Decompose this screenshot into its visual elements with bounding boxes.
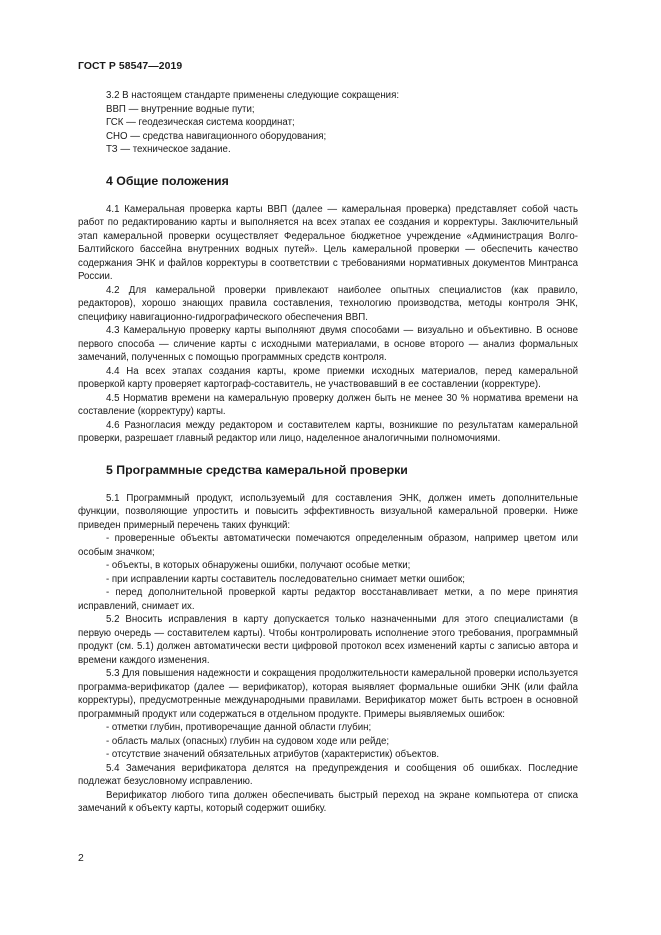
error-list-item: - отметки глубин, противоречащие данной области глубин; xyxy=(106,722,372,733)
error-list-item: - отсутствие значений обязательных атрибутов (характеристик) объектов. xyxy=(106,749,440,760)
clause-5-4-cont: Верификатор любого типа должен обеспечивать быстрый переход на экране компьютера от списка замечаний к объекту карты, который содержит ошибку. xyxy=(78,789,578,814)
abbreviation-item: СНО — средства навигационного оборудования; xyxy=(106,130,327,142)
clause-5-3: 5.3 Для повышения надежности и сокращения продолжительности камеральной проверки используется программа-верификатор (далее — верификатор), которая выявляет формальные ошибки ЭНК (или файла корректуры), предусмотренные международными правилами. Верификатор может быть встроен в основной программный продукт или содержаться в отдельном продукте. Примеры выявляемых ошибок: xyxy=(78,668,578,720)
clause-4-1: 4.1 Камеральная проверка карты ВВП (далее — камеральная проверка) представляет собой часть работ по редактированию карты и выполняется на всех этапах ее создания и корректуры. Заключительный этап камеральной проверки осуществляет Федеральное бюджетное учреждение «Администрация Волго-Балтийского бассейна внутренних водных путей». Цель камеральной проверки — обеспечить качество содержания ЭНК и файлов корректуры в соответствии с требованиями нормативных документов Минтранса России. xyxy=(78,203,578,282)
function-list-item: - при исправлении карты составитель последовательно снимает метки ошибок; xyxy=(106,573,465,585)
page-number: 2 xyxy=(78,853,84,864)
clause-4-3: 4.3 Камеральную проверку карты выполняют двумя способами — визуально и объективно. В основе первого способа — сличение карты с исходными материалами, в основе второго — анализ формальных замечаний, полученных с помощью программных средств контроля. xyxy=(78,325,578,363)
section-5-title: 5 Программные средства камеральной проверки xyxy=(106,462,408,477)
clause-4-2: 4.2 Для камеральной проверки привлекают наиболее опытных специалистов (как правило, редакторов), хорошо знающих правила составления, технологию производства, методы контроля ЭНК, специфику навигационно-гидрографического обеспечения ВВП. xyxy=(78,284,578,323)
section-4-title: 4 Общие положения xyxy=(106,173,229,188)
function-list-item: - проверенные объекты автоматически помечаются определенным образом, например цветом или особым значком; xyxy=(78,533,578,558)
clause-4-4: 4.4 На всех этапах создания карты, кроме приемки исходных материалов, перед камеральной проверкой карту проверяет картограф-составитель, не участвовавший в ее составлении (корректуре). xyxy=(78,365,578,390)
clause-5-4: 5.4 Замечания верификатора делятся на предупреждения и сообщения об ошибках. Последние подлежат безусловному исправлению. xyxy=(78,762,578,787)
clause-5-1: 5.1 Программный продукт, используемый для составления ЭНК, должен иметь дополнительные функции, позволяющие упростить и повысить эффективность визуальной камеральной проверки. Ниже приведен примерный перечень таких функций: xyxy=(78,492,578,531)
clause-4-5: 4.5 Норматив времени на камеральную проверку должен быть не менее 30 % норматива времени на составление (корректуру) карты. xyxy=(78,392,578,417)
abbreviation-item: ВВП — внутренние водные пути; xyxy=(106,103,255,115)
clause-3-2: 3.2 В настоящем стандарте применены следующие сокращения: xyxy=(106,90,400,101)
document-header: ГОСТ Р 58547—2019 xyxy=(78,61,183,72)
abbreviation-item: ГСК — геодезическая система координат; xyxy=(106,117,295,128)
clause-4-6: 4.6 Разногласия между редактором и составителем карты, возникшие по результатам камеральной проверки, разрешает главный редактор или лицо, наделенное аналогичными полномочиями. xyxy=(78,419,578,444)
function-list-item: - перед дополнительной проверкой карты редактор восстанавливает метки, а по мере принятия исправлений, снимает их. xyxy=(78,587,578,612)
abbreviation-item: ТЗ — техническое задание. xyxy=(106,144,231,155)
document-body xyxy=(78,89,578,816)
error-list-item: - область малых (опасных) глубин на судовом ходе или рейде; xyxy=(106,735,390,747)
clause-5-2: 5.2 Вносить исправления в карту допускается только назначенными для этого специалистами (в первую очередь — составителем карты). Чтобы контролировать исполнение этого требования, программный продукт (см. 5.1) должен автоматически вести цифровой протокол всех изменений карты с записью автора и времени каждого изменения. xyxy=(78,614,578,666)
function-list-item: - объекты, в которых обнаружены ошибки, получают особые метки; xyxy=(106,560,411,571)
